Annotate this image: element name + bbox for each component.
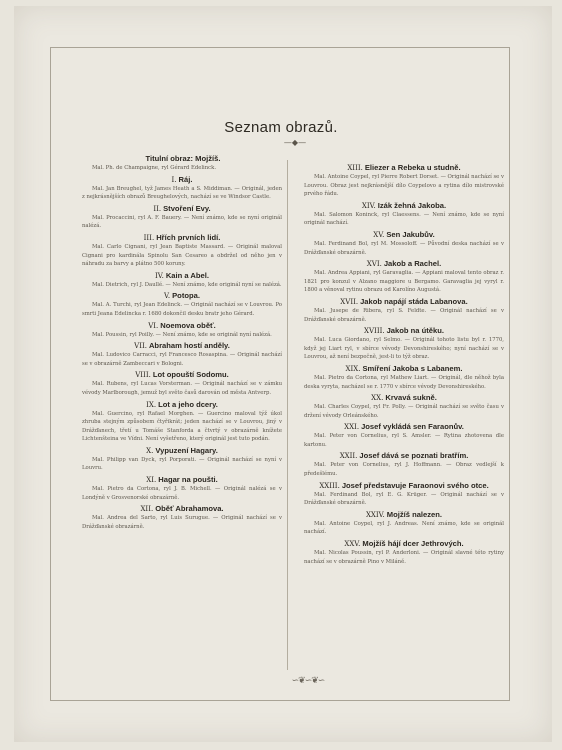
entry-text: Mal. Rubens, ryl Lucas Vorsterman. — Originál nachází se v zámku vévody Marlborough, jemuž byl světo časů darován od města Antverp. [82, 381, 282, 396]
entry-number: XXI. [344, 423, 360, 432]
entry-number: X. [146, 446, 154, 455]
entry-text: Mal. Procaccini, ryl A. F. Bauery. — Není známo, kde se nyní originál nalézá. [82, 214, 282, 230]
entry-name: Vypuzení Hagary. [155, 445, 218, 455]
entry-name: Jakob a Rachel. [383, 259, 442, 269]
entry-number: XXV. [344, 540, 361, 549]
list-item [304, 297, 504, 324]
list-item [82, 175, 282, 202]
entry-text: Mal. Ludovico Carracci, ryl Francesco Rosaspina. — Originál nachází se v obrazárně Zambeccari v Bologni. [82, 352, 282, 367]
entry-name: Oběť Abrahamova. [155, 504, 224, 514]
entry-number: XV. [373, 230, 385, 239]
list-item [82, 321, 282, 340]
column-divider [287, 160, 288, 670]
entry-text: Mal. Andrea del Sarto, ryl Luis Surugue. — Originál nachází se v Drážďanské obrazárně. [82, 515, 282, 530]
entry-text: Mal. Peter von Cornelius, ryl S. Amsler. — Rytina zhotovena dle kartonu. [304, 433, 504, 448]
right-column [304, 163, 504, 568]
entry-number: XX. [371, 394, 384, 403]
list-item [304, 481, 504, 508]
entry-number: XXIV. [365, 510, 385, 519]
entry-text: Mal. Guercino, ryl Rafael Morghen. — Guercino maloval týž úkol zhruba stejným způsobem čtyřikrát; jeden nachází se v Louvrou, jiný v Drážďanech, třetí u Tomáše Stanforda a čtvrtý v obrazárně knížete Lichtenšteina ve Vídni. Není vyšetřeno, který originál jest tuto podán. [82, 410, 282, 443]
entry-text: Mal. Ferdinand Bol, ryl E. G. Krüger. — Originál nachází se v Drážďanské obrazárně. [304, 491, 504, 507]
list-item [82, 341, 282, 368]
entry-name: Josef představuje Faraonovi svého otce. [341, 480, 489, 490]
entry-text: Mal. Poussin, ryl Poilly. — Není známo, kde se originál nyní nalézá. [92, 331, 272, 338]
entry-number: VIII. [135, 371, 151, 380]
entry-name: Jakob na útěku. [386, 326, 444, 336]
list-item [82, 504, 282, 531]
list-item [82, 446, 282, 473]
list-item [82, 271, 282, 290]
entry-name: Hřích prvních lidí. [156, 232, 221, 242]
entry-number: I. [171, 175, 177, 184]
entry-number: IX. [146, 400, 157, 409]
list-item [304, 259, 504, 295]
list-item [82, 400, 282, 444]
entry-number: XIII. [347, 164, 363, 172]
entry-text: Mal. Jan Breughel, tyž James Heath a S. Middiman. — Originál, jeden z nejkrásnějších obrazů Breughelových, nachází se ve Windsor Castle. [82, 185, 282, 201]
entry-name: Josef dává se poznati bratřím. [359, 451, 469, 461]
list-item [82, 475, 282, 502]
entry-name: Josef vykládá sen Faraonův. [361, 422, 464, 432]
entry-name: Potopa. [172, 291, 200, 301]
entry-name: Kain a Abel. [165, 270, 209, 280]
entry-text: Mal. Luca Giordano, ryl Selmo. — Originál tohoto listu byl r. 1770, když jej Liart ryl, v sbírce vévody Devonshireského; nyní nachází se v Louvrou, až není bezpečně, jest-li to týž obraz. [304, 337, 504, 361]
entry-name: Jakob napájí stáda Labanova. [360, 296, 468, 306]
entry-text: Mal. Pietro da Cortona, ryl Mathew Liart. — Originál, dle něhož byla deska vyryta, nacházel se r. 1770 v sbírce vévody Devonshireského. [304, 374, 504, 390]
list-item [82, 291, 282, 318]
entry-name: Mojžíš nalezen. [386, 509, 443, 519]
entry-text: Mal. Antoine Coypel, ryl J. Andreas. Není známo, kde se originál nachází. [304, 520, 504, 536]
list-item [304, 326, 504, 362]
list-item [304, 163, 504, 199]
list-item [304, 422, 504, 449]
entry-text: Mal. Peter von Cornelius, ryl J. Hoffmann. — Obraz vedlejší k předešlému. [304, 462, 504, 478]
entry-number: XXII. [339, 452, 358, 461]
entry-text: Mal. Dietrich, ryl J. Daullé. — Není známo, kde originál nyní se nalézá. [92, 281, 282, 288]
list-item [304, 539, 504, 566]
title-ornament: —◆— [283, 138, 307, 147]
entry-name: Izák žehná Jakoba. [377, 200, 447, 210]
entry-name: Titulní obraz: Mojžíš. [145, 154, 221, 163]
entry-number: XVIII. [364, 327, 385, 336]
page-title: Seznam obrazů. [224, 119, 338, 136]
entry-text: Mal. Andrea Appiani, ryl Garavaglia. — Appiani maloval tento obraz r. 1821 pro konzul v Alzano maggiore u Bergamo. Garavaglia jej vyryl r. 1800 a věnoval rytinu obrazu od Karolíno Augustá. [304, 270, 504, 294]
entry-number: V. [164, 292, 171, 301]
list-item [304, 364, 504, 391]
entry-name: Hagar na poušti. [158, 475, 218, 485]
entry-number: XIV. [361, 201, 376, 210]
entry-text: Mal. Ferdinand Bol, ryl M. Mossoloff. — Původní deska nachází se v Drážďanské obrazárně. [304, 240, 504, 256]
list-item [304, 230, 504, 257]
entry-number: III. [143, 233, 155, 242]
entry-text: Mal. Jusepe de Ribera, ryl S. Feldte. — Originál nachází se v Drážďanské obrazárně. [304, 307, 504, 323]
entry-number: XIX. [345, 364, 361, 373]
entry-text: Mal. Pietro da Cortona, ryl J. B. Michell. — Originál nalézá se v Londýně v Grosvenorské obrazárně. [82, 486, 282, 501]
entry-name: Abraham hostí anděly. [148, 341, 230, 351]
left-column [82, 154, 282, 533]
list-item [82, 370, 282, 397]
entry-name: Noemova oběť. [160, 320, 216, 330]
list-item [82, 233, 282, 269]
entry-number: VII. [134, 342, 147, 351]
entry-number: II. [153, 204, 162, 213]
bottom-ornament: ∽❦∽❦∽ [291, 676, 325, 686]
entry-text: Mal. Ph. de Champaigne, ryl Gérard Edelinck. [92, 165, 217, 171]
entry-number: XVII. [340, 297, 359, 306]
entry-number: XXIII. [319, 481, 340, 490]
entry-name: Ráj. [178, 174, 193, 184]
entry-name: Sen Jakubův. [386, 229, 435, 239]
entry-text: Mal. Antoine Coypel, ryl Pierre Robert Dorset. — Originál nachází se v Louvrou. Obraz jest nejkrásnější dílo Coypelovo a rytina dílo mistrovské prvého řádu. [304, 174, 504, 198]
entry-name: Smíření Jakoba s Labanem. [362, 363, 463, 373]
entry-text: Mal. Charles Coypel, ryl Fr. Polly. — Originál nachází se světo času v držení vévody Orleánského. [304, 404, 504, 419]
entry-number: XI. [146, 476, 157, 485]
list-item [82, 154, 282, 173]
entry-number: XII. [140, 505, 154, 514]
entry-name: Mojžíš hájí dcer Jethrových. [362, 539, 464, 549]
list-item [304, 201, 504, 228]
entry-text: Mal. Carlo Cignani, ryl Jean Baptiste Massard. — Originál maloval Cignani pro kardinála Spinolu San Cesareo a obdržel od něho jen v náhradu za barvy a plátno 500 koruny. [82, 243, 282, 268]
list-item [304, 393, 504, 420]
entry-name: Lot a jeho dcery. [158, 399, 218, 409]
entry-name: Stvoření Evy. [163, 203, 211, 213]
entry-number: VI. [148, 321, 159, 330]
entry-text: Mal. A. Turchi, ryl Jean Edelinck. — Originál nachází se v Louvrou. Po smrti Jeana Edelincka r. 1680 dokončil desku bratr jeho Gérard. [82, 302, 282, 317]
list-item [304, 451, 504, 478]
entry-name: Eliezer a Rebeka u studně. [364, 163, 461, 172]
entry-name: Krvavá sukně. [385, 393, 437, 403]
entry-number: IV. [154, 271, 164, 280]
entry-number: XVI. [366, 260, 382, 269]
list-item [304, 510, 504, 537]
list-item [82, 204, 282, 231]
entry-name: Lot opouští Sodomu. [152, 370, 229, 380]
entry-text: Mal. Salomon Koninck, ryl Claessens. — Není známo, kde se nyní originál nachází. [304, 211, 504, 227]
entry-text: Mal. Nicolas Poussin, ryl P. Anderloni. — Originál slavné této rytiny nachází se v obrazárně Pino v Miláně. [304, 550, 504, 565]
entry-text: Mal. Philipp van Dyck, ryl Porporati. — Originál nachází se nyní v Louvru. [82, 456, 282, 472]
